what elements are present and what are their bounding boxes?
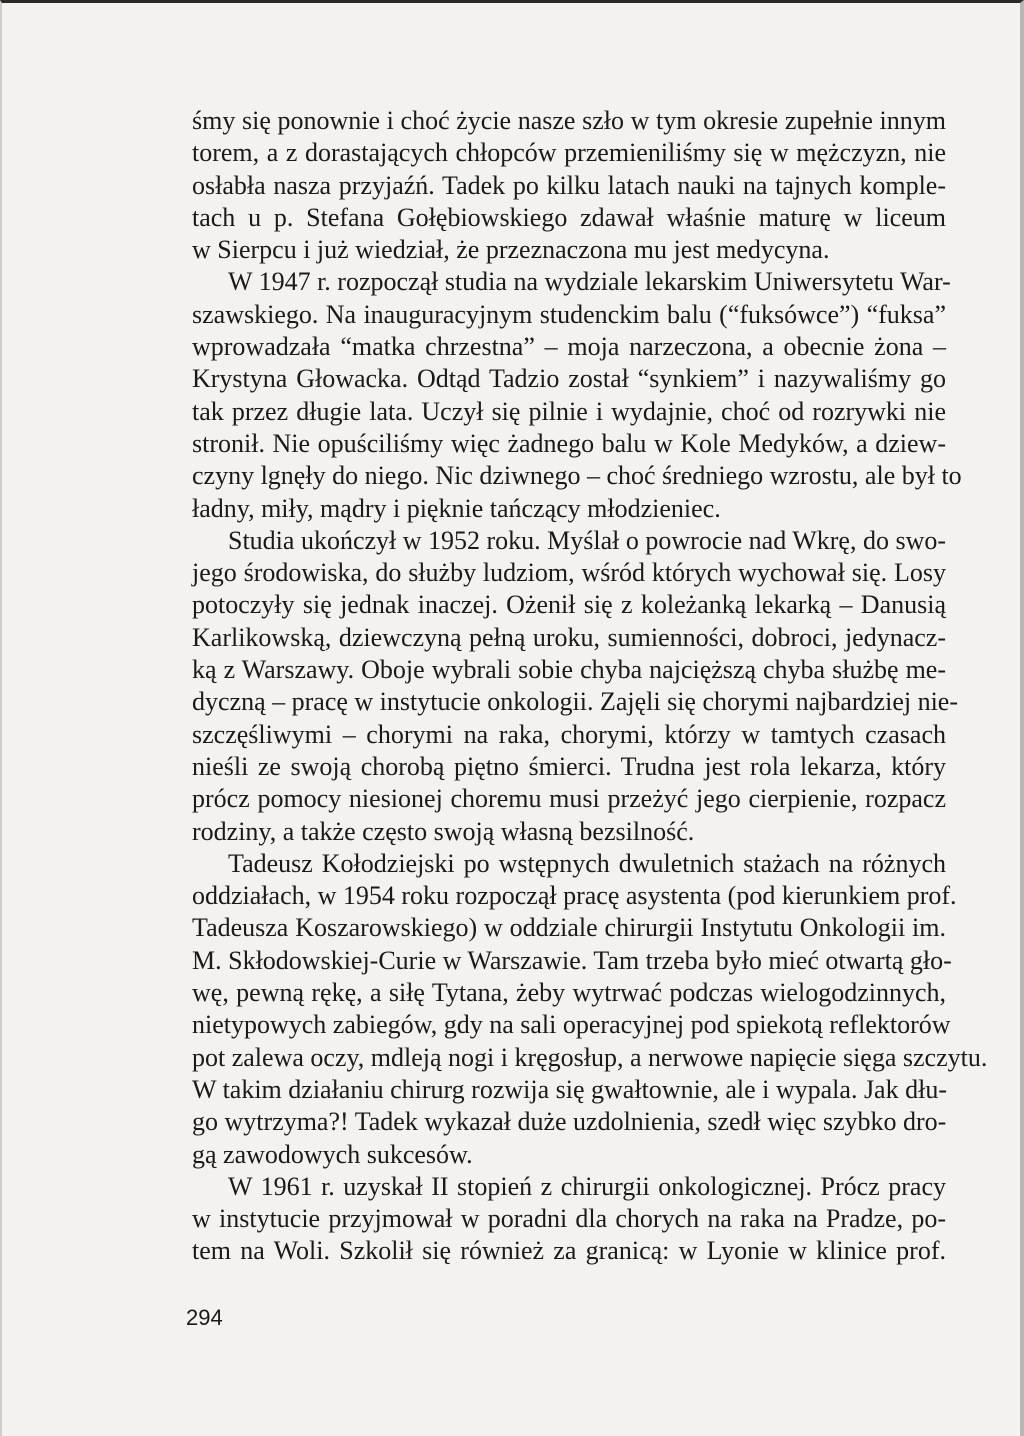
text-line: tach u p. Stefana Gołębiowskiego zdawał właśnie maturę w liceum: [192, 202, 946, 232]
text-line: nieśli ze swoją chorobą piętno śmierci. Trudna jest rola lekarza, który: [192, 751, 946, 781]
text-line: osłabła nasza przyjaźń. Tadek po kilku latach nauki na tajnych komple-: [192, 170, 946, 200]
text-line: pot zalewa oczy, mdleją nogi i kręgosłup, a nerwowe napięcie sięga szczytu.: [192, 1042, 988, 1072]
text-line: nietypowych zabiegów, gdy na sali operacyjnej pod spiekotą reflektorów: [192, 1010, 951, 1040]
text-line: Karlikowską, dziewczyną pełną uroku, sumienności, dobroci, jedynacz-: [192, 622, 946, 652]
text-line: potoczyły się jednak inaczej. Ożenił się z koleżanką lekarką – Danusią: [192, 590, 946, 620]
text-line: rodziny, a także często swoją własną bezsilność.: [192, 816, 695, 846]
text-line: ładny, miły, mądry i pięknie tańczący młodzieniec.: [192, 493, 721, 523]
text-line: Tadeusza Koszarowskiego) w oddziale chirurgii Instytutu Onkologii im.: [192, 913, 946, 943]
text-line: torem, a z dorastających chłopców przemieniliśmy się w mężczyzn, nie: [192, 138, 946, 168]
text-line: jego środowiska, do służby ludziom, wśród których wychował się. Losy: [192, 558, 946, 588]
text-line: w Sierpcu i już wiedział, że przeznaczona mu jest medycyna.: [192, 235, 830, 265]
text-line: M. Skłodowskiej-Curie w Warszawie. Tam trzeba było mieć otwartą gło-: [192, 945, 952, 975]
text-line: tak przez długie lata. Uczył się pilnie i wydajnie, choć od rozrywki nie: [192, 396, 946, 426]
text-line: wprowadzała “matka chrzestna” – moja narzeczona, a obecnie żona –: [192, 332, 946, 362]
text-line: W 1947 r. rozpoczął studia na wydziale lekarskim Uniwersytetu War-: [228, 267, 951, 297]
text-line: W takim działaniu chirurg rozwija się gwałtownie, ale i wypala. Jak dłu-: [192, 1074, 947, 1104]
text-line: szawskiego. Na inauguracyjnym studenckim balu (“fuksówce”) “fuksa”: [192, 299, 946, 329]
text-line: stronił. Nie opuściliśmy więc żadnego balu w Kole Medyków, a dziew-: [192, 428, 946, 458]
text-line: Studia ukończył w 1952 roku. Myślał o powrocie nad Wkrę, do swo-: [228, 525, 947, 555]
text-line: W 1961 r. uzyskał II stopień z chirurgii onkologicznej. Prócz pracy: [228, 1171, 946, 1201]
text-line: śmy się ponownie i choć życie nasze szło w tym okresie zupełnie innym: [192, 106, 946, 135]
text-line: gą zawodowych sukcesów.: [192, 1139, 473, 1169]
text-line: tem na Woli. Szkolił się również za granicą: w Lyonie w klinice prof.: [192, 1236, 946, 1266]
text-line: oddziałach, w 1954 roku rozpoczął pracę asystenta (pod kierunkiem prof.: [192, 881, 957, 911]
body-text: [192, 105, 988, 1268]
text-line: ką z Warszawy. Oboje wybrali sobie chyba najcięższą chyba służbę me-: [192, 655, 946, 685]
page-number: 294: [186, 1305, 223, 1330]
text-line: go wytrzyma?! Tadek wykazał duże uzdolnienia, szedł więc szybko dro-: [192, 1107, 947, 1137]
text-line: w instytucie przyjmował w poradni dla chorych na raka na Pradze, po-: [192, 1204, 946, 1234]
text-line: szczęśliwymi – chorymi na raka, chorymi, którzy w tamtych czasach: [192, 719, 946, 749]
text-line: dyczną – pracę w instytucie onkologii. Zajęli się chorymi najbardziej nie-: [192, 687, 959, 717]
text-line: prócz pomocy niesionej choremu musi przeżyć jego cierpienie, rozpacz: [192, 784, 946, 814]
text-line: czyny lgnęły do niego. Nic dziwnego – choć średniego wzrostu, ale był to: [192, 461, 962, 491]
text-line: Tadeusz Kołodziejski po wstępnych dwuletnich stażach na różnych: [228, 848, 946, 878]
text-line: wę, pewną rękę, a siłę Tytana, żeby wytrwać podczas wielogodzinnych,: [192, 978, 946, 1008]
text-line: Krystyna Głowacka. Odtąd Tadzio został “synkiem” i nazywaliśmy go: [192, 364, 946, 394]
